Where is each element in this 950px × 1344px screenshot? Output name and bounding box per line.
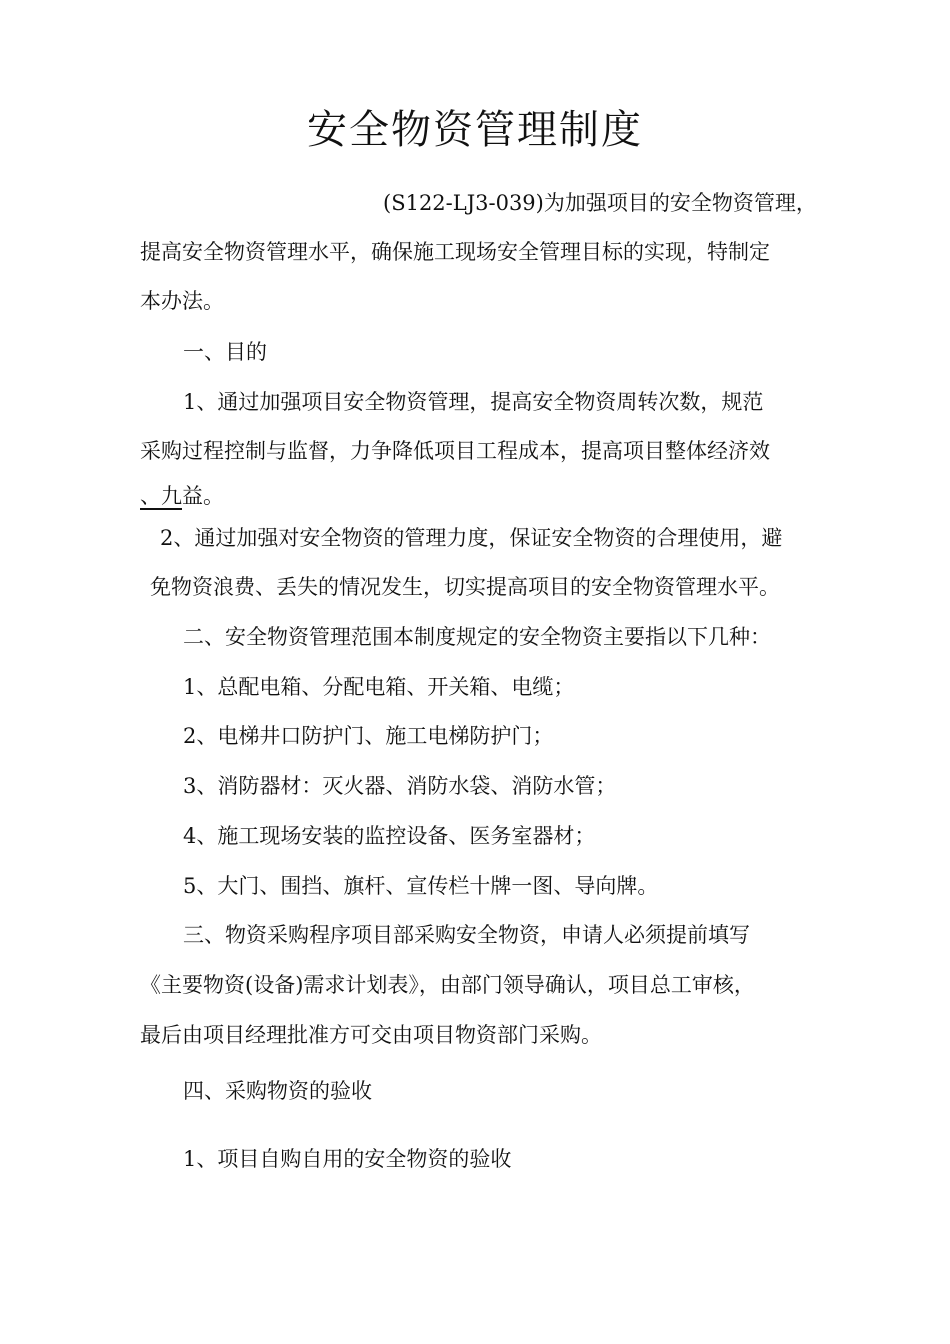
section-1-heading: 一、目的 bbox=[183, 340, 267, 364]
section-4-item-1: 1、项目自购自用的安全物资的验收 bbox=[183, 1147, 512, 1171]
section-1-item-2-line-2: 免物资浪费、丢失的情况发生，切实提高项目的安全物资管理水平。 bbox=[150, 575, 780, 599]
section-2-item-3: 3、消防器材：灭火器、消防水袋、消防水管； bbox=[183, 774, 617, 798]
section-2-item-4: 4、施工现场安装的监控设备、医务室器材； bbox=[183, 824, 596, 848]
intro-line-1: (S122-LJ3-039)为加强项目的安全物资管理， bbox=[383, 191, 817, 215]
underlined-fragment: 、九 bbox=[140, 484, 182, 508]
line-tail: 益。 bbox=[182, 484, 224, 508]
section-2-item-2: 2、电梯井口防护门、施工电梯防护门； bbox=[183, 724, 554, 748]
section-1-item-1-line-1: 1、通过加强项目安全物资管理，提高安全物资周转次数，规范 bbox=[183, 390, 764, 414]
section-1-item-1-line-3 bbox=[140, 481, 224, 511]
intro-line-2: 提高安全物资管理水平，确保施工现场安全管理目标的实现，特制定 bbox=[140, 240, 770, 264]
section-3-line-3: 最后由项目经理批准方可交由项目物资部门采购。 bbox=[140, 1023, 602, 1047]
section-2-item-1: 1、总配电箱、分配电箱、开关箱、电缆； bbox=[183, 675, 575, 699]
section-3-line-2: 《主要物资(设备)需求计划表》，由部门领导确认，项目总工审核， bbox=[140, 973, 755, 997]
section-4-heading: 四、采购物资的验收 bbox=[183, 1079, 372, 1103]
section-1-item-2-line-1: 2、通过加强对安全物资的管理力度，保证安全物资的合理使用，避 bbox=[160, 526, 783, 550]
section-2-item-5: 5、大门、围挡、旗杆、宣传栏十牌一图、导向牌。 bbox=[183, 874, 659, 898]
section-1-item-1-line-2: 采购过程控制与监督，力争降低项目工程成本，提高项目整体经济效 bbox=[140, 439, 770, 463]
section-2-heading: 二、安全物资管理范围本制度规定的安全物资主要指以下几种： bbox=[183, 625, 771, 649]
intro-line-3: 本办法。 bbox=[140, 289, 224, 313]
section-3-line-1: 三、物资采购程序项目部采购安全物资，申请人必须提前填写 bbox=[183, 923, 750, 947]
document-title: 安全物资管理制度 bbox=[307, 107, 643, 153]
